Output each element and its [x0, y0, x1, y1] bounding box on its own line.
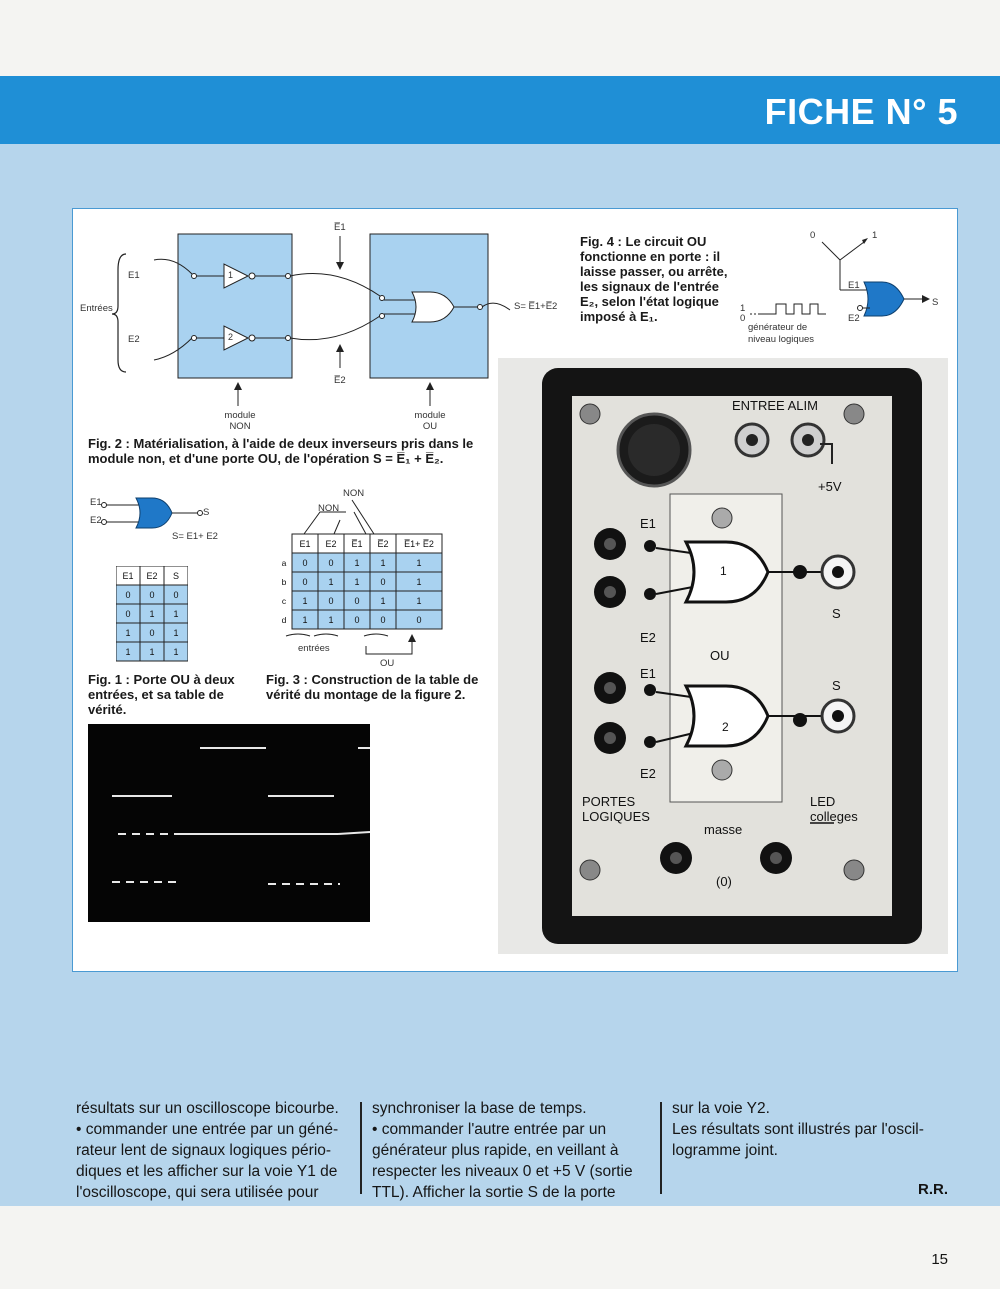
photo-led: LED — [810, 794, 836, 809]
fig2-module-non-b: NON — [229, 421, 251, 432]
photo-plus5v: +5V — [818, 479, 842, 494]
table-cell: 1 — [328, 615, 334, 625]
fig4-gen-zero: 0 — [740, 313, 746, 324]
photo-ou: OU — [710, 648, 730, 663]
fig1-expr: S= E1+ E2 — [172, 531, 218, 542]
module-non-box — [178, 234, 292, 378]
fig4-gen-label-b: niveau logiques — [748, 334, 815, 345]
fig1-truth-table — [116, 566, 188, 662]
table-row-label: b — [281, 577, 287, 587]
table-cell: 1 — [416, 577, 422, 587]
input-brace — [112, 254, 126, 372]
fig3-non-mid: NON — [318, 503, 340, 514]
fig2-entrees-label: Entrées — [80, 303, 113, 314]
table-header-cell: S — [172, 571, 180, 581]
column-divider-2 — [660, 1102, 662, 1194]
or-gate-1-photo — [686, 542, 768, 602]
fig2-e1-label: E1 — [128, 270, 140, 281]
table-cell: 0 — [302, 558, 308, 568]
table-cell: 1 — [125, 647, 131, 657]
col2-line-5: TTL). Afficher la sortie S de la porte — [372, 1184, 616, 1201]
photo-zero: (0) — [716, 874, 732, 889]
table-cell: 1 — [416, 558, 422, 568]
photo-entree-alim: ENTREE ALIM — [732, 398, 818, 413]
table-cell: 1 — [380, 596, 386, 606]
table-cell: 0 — [302, 577, 308, 587]
photo-colleges: colleges — [810, 809, 858, 824]
or-gate-fig1 — [136, 498, 172, 528]
table-row-label: a — [281, 558, 287, 568]
fig1-e1: E1 — [90, 497, 102, 508]
fig2-module-non-a: module — [224, 410, 256, 421]
photo-e1-top: E1 — [640, 516, 656, 531]
table-cell: 1 — [125, 628, 131, 638]
fig1-s: S — [203, 507, 210, 518]
table-cell: 0 — [125, 609, 131, 619]
fig2-module-ou-b: OU — [422, 421, 438, 432]
fig1-e2: E2 — [90, 515, 102, 526]
fig2-caption: Fig. 2 : Matérialisation, à l'aide de deux inverseurs pris dans le module non, et d'une porte OU, de l'opération S = E̅₁ + E̅₂. — [88, 436, 474, 466]
fig4-e2: E2 — [848, 313, 860, 324]
col2-line-3: générateur plus rapide, en veillant à — [372, 1142, 619, 1159]
fig4-one: 1 — [872, 230, 878, 241]
body-column-2 — [372, 1098, 648, 1203]
table-cell: 0 — [354, 615, 360, 625]
table-header-cell: E1 — [299, 539, 311, 549]
table-cell: 0 — [354, 596, 360, 606]
table-cell: 0 — [328, 596, 334, 606]
table-cell: 1 — [149, 609, 155, 619]
table-cell: 1 — [173, 647, 179, 657]
table-cell: 1 — [149, 647, 155, 657]
col2-line-2: • commander l'autre entrée par un — [372, 1121, 607, 1138]
fig4-e1: E1 — [848, 280, 860, 291]
table-cell: 0 — [173, 590, 179, 600]
photo-e2-bot: E2 — [640, 766, 656, 781]
table-cell: 1 — [354, 577, 360, 587]
table-cell: 1 — [302, 596, 308, 606]
photo-gate2: 2 — [722, 720, 729, 734]
table-cell: 1 — [173, 609, 179, 619]
col3-line-1: sur la voie Y2. — [672, 1100, 770, 1117]
photo-e1-bot: E1 — [640, 666, 656, 681]
fig3-ou: OU — [380, 658, 395, 669]
table-cell: 1 — [354, 558, 360, 568]
table-row-label: c — [281, 596, 287, 606]
fig2-inv1-label: 1 — [228, 270, 234, 280]
col1-line-3: rateur lent de signaux logiques pério- — [76, 1142, 332, 1159]
photo-portes: PORTES — [582, 794, 636, 809]
fig2-e2bar-label: E̅2 — [334, 375, 346, 386]
page-number: 15 — [931, 1251, 948, 1268]
table-cell: 0 — [328, 558, 334, 568]
table-cell: 0 — [416, 615, 422, 625]
table-header-cell: E2 — [325, 539, 337, 549]
table-cell: 0 — [380, 577, 386, 587]
col2-line-4: respecter les niveaux 0 et +5 V (sortie — [372, 1163, 633, 1180]
table-header-cell: E̅1+ E̅2 — [404, 539, 434, 549]
photo-s1: S — [832, 606, 841, 621]
body-column-1 — [76, 1098, 352, 1203]
fig2-e2-label: E2 — [128, 334, 140, 345]
fig2-e1bar-label: E̅1 — [334, 222, 346, 233]
fig2-inv2-label: 2 — [228, 332, 234, 342]
col1-line-5: l'oscilloscope, qui sera utilisée pour — [76, 1184, 319, 1201]
table-header-cell: E2 — [146, 571, 158, 581]
or-gate-fig4 — [864, 282, 904, 316]
table-cell: 1 — [328, 577, 334, 587]
author-signature: R.R. — [918, 1181, 948, 1198]
table-cell: 0 — [125, 590, 131, 600]
table-cell: 1 — [173, 628, 179, 638]
photo-masse: masse — [704, 822, 743, 837]
col2-line-1: synchroniser la base de temps. — [372, 1100, 587, 1117]
col1-line-1: résultats sur un oscilloscope bicourbe. — [76, 1100, 339, 1117]
column-divider-1 — [360, 1102, 362, 1194]
fig4-gen-one: 1 — [740, 303, 746, 314]
table-cell: 1 — [416, 596, 422, 606]
fig1-caption: Fig. 1 : Porte OU à deux entrées, et sa table de vérité. — [88, 672, 235, 717]
col3-line-3: logramme joint. — [672, 1142, 778, 1159]
fig3-non-top: NON — [343, 488, 365, 499]
table-row-label: d — [281, 615, 287, 625]
photo-logiques: LOGIQUES — [582, 809, 650, 824]
fig2-output-expr: S= E̅1+E̅2 — [514, 301, 558, 312]
fig3-entrees: entrées — [298, 643, 330, 654]
table-header-cell: E1 — [122, 571, 134, 581]
photo-e2-top: E2 — [640, 630, 656, 645]
fig4-caption: Fig. 4 : Le circuit OU fonctionne en porte : il laisse passer, ou arrête, les signaux de l'entrée E₂, selon l'état logique imposé à E₁. — [580, 234, 728, 324]
table-cell: 0 — [149, 628, 155, 638]
oscillogram-traces — [88, 724, 370, 922]
col1-line-2: • commander une entrée par un géné- — [76, 1121, 339, 1138]
photo-s2: S — [832, 678, 841, 693]
table-cell: 1 — [380, 558, 386, 568]
table-cell: 1 — [302, 615, 308, 625]
table-cell: 0 — [149, 590, 155, 600]
fig4-zero: 0 — [810, 230, 816, 241]
photo-gate1: 1 — [720, 564, 727, 578]
pulse-signal — [760, 304, 826, 314]
or-gate-2-photo — [686, 686, 768, 746]
fig2-module-ou-a: module — [414, 410, 446, 421]
table-cell: 0 — [380, 615, 386, 625]
fig3-caption: Fig. 3 : Construction de la table de vérité du montage de la figure 2. — [266, 672, 479, 702]
table-header-cell: E̅1 — [351, 539, 363, 549]
fig4-s: S — [932, 297, 939, 308]
fig4-gen-label-a: générateur de — [748, 322, 808, 333]
body-column-3 — [672, 1098, 948, 1161]
col1-line-4: diques et les afficher sur la voie Y1 de — [76, 1163, 338, 1180]
table-header-cell: E̅2 — [377, 539, 389, 549]
col3-line-2: Les résultats sont illustrés par l'oscil- — [672, 1121, 924, 1138]
page-title: FICHE N° 5 — [764, 91, 958, 132]
